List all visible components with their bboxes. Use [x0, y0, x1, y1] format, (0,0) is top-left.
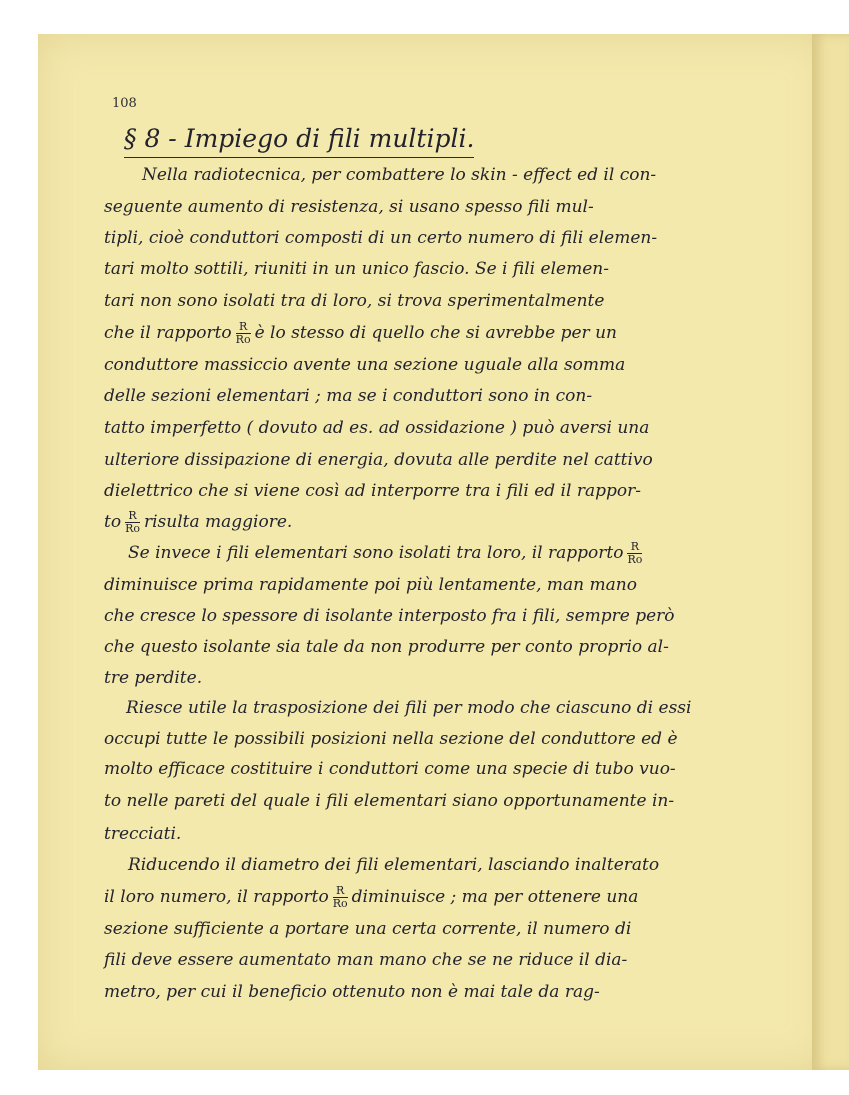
- text-segment: è lo stesso di quello che si avrebbe per un: [254, 323, 617, 343]
- text-line: [104, 318, 617, 348]
- text-line: to nelle pareti del quale i fili elementari siano opportunamente in-: [104, 791, 675, 811]
- text-line: seguente aumento di resistenza, si usano spesso fili mul-: [104, 197, 594, 217]
- text-segment: risulta maggiore.: [143, 512, 293, 532]
- text-line: Riesce utile la trasposizione dei fili per modo che ciascuno di essi: [126, 698, 692, 718]
- text-line: [104, 507, 292, 537]
- text-line: metro, per cui il beneficio ottenuto non è mai tale da rag-: [104, 982, 600, 1002]
- text-line: tipli, cioè conduttori composti di un certo numero di fili elemen-: [104, 228, 658, 248]
- text-line: occupi tutte le possibili posizioni nella sezione del conduttore ed è: [104, 729, 678, 749]
- fraction-denominator: Ro: [235, 333, 251, 346]
- text-segment: to: [104, 512, 122, 532]
- text-line: che cresce lo spessore di isolante interposto fra i fili, sempre però: [104, 606, 675, 626]
- section-title: § 8 - Impiego di fili multipli.: [124, 122, 474, 158]
- text-line: dielettrico che si viene così ad interporre tra i fili ed il rappor-: [104, 481, 641, 501]
- fraction-r-over-ro: [627, 541, 642, 566]
- text-line: tre perdite.: [104, 668, 203, 688]
- text-line: molto efficace costituire i conduttori come una specie di tubo vuo-: [104, 759, 676, 779]
- next-sheet-edge: [812, 34, 849, 1070]
- fraction-numerator: R: [333, 885, 348, 898]
- text-line: Nella radiotecnica, per combattere lo skin - effect ed il con-: [142, 165, 657, 185]
- fraction-denominator: Ro: [332, 897, 348, 910]
- fraction-denominator: Ro: [125, 522, 140, 535]
- fraction-r-over-ro: [333, 885, 348, 910]
- text-segment: che il rapporto: [104, 323, 232, 343]
- text-segment: il loro numero, il rapporto: [104, 887, 329, 907]
- fraction-numerator: R: [627, 541, 642, 554]
- page-number: 108: [112, 96, 137, 111]
- text-line: delle sezioni elementari ; ma se i conduttori sono in con-: [104, 386, 593, 406]
- text-line: Riducendo il diametro dei fili elementari, lasciando inalterato: [128, 855, 660, 875]
- fraction-numerator: R: [125, 510, 140, 523]
- text-segment: diminuisce ; ma per ottenere una: [351, 887, 639, 907]
- text-line: [104, 882, 638, 912]
- fraction-numerator: R: [236, 321, 251, 334]
- text-segment: Se invece i fili elementari sono isolati tra loro, il rapporto: [128, 543, 624, 563]
- text-line: tatto imperfetto ( dovuto ad es. ad ossidazione ) può aversi una: [104, 418, 650, 438]
- text-line: [128, 538, 646, 568]
- text-line: conduttore massiccio avente una sezione uguale alla somma: [104, 355, 626, 375]
- text-line: fili deve essere aumentato man mano che se ne riduce il dia-: [104, 950, 628, 970]
- text-line: che questo isolante sia tale da non produrre per conto proprio al-: [104, 637, 669, 657]
- text-line: ulteriore dissipazione di energia, dovuta alle perdite nel cattivo: [104, 450, 653, 470]
- text-line: diminuisce prima rapidamente poi più lentamente, man mano: [104, 575, 637, 595]
- fraction-r-over-ro: [125, 510, 140, 535]
- text-line: tari molto sottili, riuniti in un unico fascio. Se i fili elemen-: [104, 259, 609, 279]
- text-line: tari non sono isolati tra di loro, si trova sperimentalmente: [104, 291, 605, 311]
- fraction-denominator: Ro: [627, 553, 643, 566]
- text-line: trecciati.: [104, 824, 182, 844]
- text-line: sezione sufficiente a portare una certa corrente, il numero di: [104, 919, 632, 939]
- fraction-r-over-ro: [236, 321, 251, 346]
